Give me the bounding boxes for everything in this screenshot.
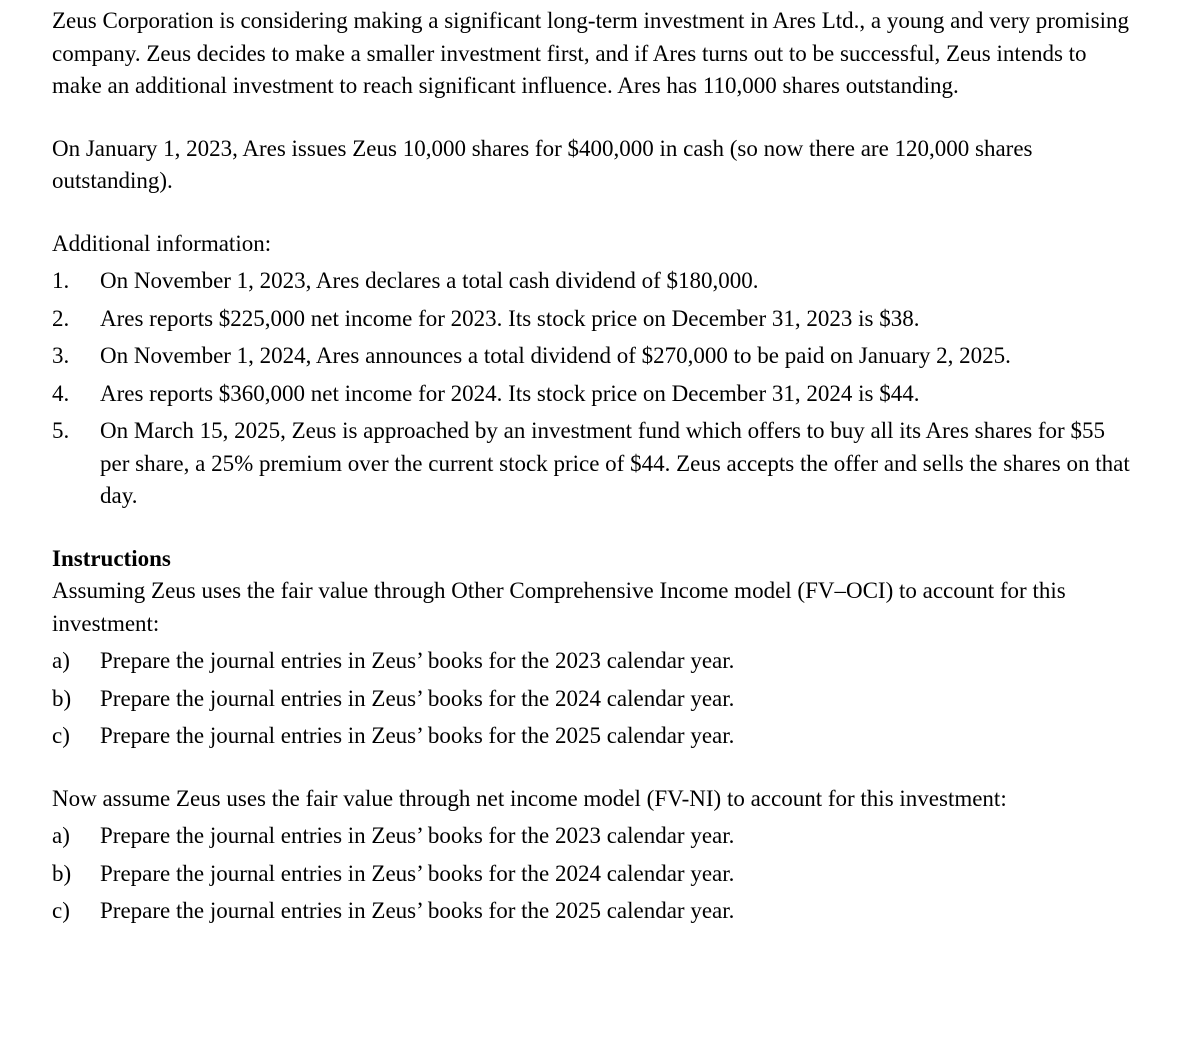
instructions-heading: Instructions	[52, 545, 171, 571]
numbered-item-2-text: Ares reports $225,000 net income for 2023. Its stock price on December 31, 2023 is $38.	[100, 305, 920, 331]
numbered-item-2-marker: 2.	[52, 305, 70, 331]
numbered-item-4-marker: 4.	[52, 380, 70, 406]
fv-oci-item-c	[52, 720, 1134, 753]
numbered-item-3	[52, 340, 1134, 373]
fv-oci-item-c-text: Prepare the journal entries in Zeus’ books for the 2025 calendar year.	[100, 723, 735, 748]
fv-ni-intro: Now assume Zeus uses the fair value through net income model (FV-NI) to account for this investment:	[52, 785, 1007, 811]
fv-ni-item-b-text: Prepare the journal entries in Zeus’ books for the 2024 calendar year.	[100, 860, 735, 886]
fv-ni-item-b-marker: b)	[52, 860, 72, 886]
fv-ni-item-a	[52, 820, 1134, 853]
fv-oci-item-b	[52, 683, 1134, 716]
fv-ni-item-c-marker: c)	[52, 898, 70, 923]
numbered-item-3-marker: 3.	[52, 343, 70, 368]
numbered-item-4	[52, 378, 1134, 411]
numbered-item-5	[52, 415, 1134, 513]
fv-oci-intro: Assuming Zeus uses the fair value through Other Comprehensive Income model (FV–OCI) to account for this investment:	[52, 578, 1066, 636]
fv-oci-item-a	[52, 645, 1134, 678]
fv-oci-item-c-marker: c)	[52, 723, 70, 748]
numbered-item-3-text: On November 1, 2024, Ares announces a total dividend of $270,000 to be paid on January 2, 2025.	[100, 343, 1011, 368]
intro-paragraph-1: Zeus Corporation is considering making a significant long-term investment in Ares Ltd., a young and very promising company. Zeus decides to make a smaller investment first, and if Ares turns out to be successful, Zeus intends to make an additional investment to reach significant influence. Ares has 110,000 shares outstanding.	[52, 8, 1129, 98]
fv-oci-list	[52, 645, 1134, 753]
numbered-item-5-marker: 5.	[52, 418, 70, 443]
fv-oci-item-a-marker: a)	[52, 648, 70, 673]
numbered-item-2	[52, 303, 1134, 336]
numbered-item-1-marker: 1.	[52, 268, 70, 293]
fv-ni-item-a-text: Prepare the journal entries in Zeus’ books for the 2023 calendar year.	[100, 823, 735, 848]
fv-oci-item-b-marker: b)	[52, 685, 72, 711]
numbered-item-1-text: On November 1, 2023, Ares declares a total cash dividend of $180,000.	[100, 268, 759, 293]
additional-info-heading: Additional information:	[52, 230, 272, 256]
fv-oci-item-b-text: Prepare the journal entries in Zeus’ books for the 2024 calendar year.	[100, 685, 735, 711]
intro-paragraph-2: On January 1, 2023, Ares issues Zeus 10,000 shares for $400,000 in cash (so now there are 120,000 shares outstanding).	[52, 135, 1033, 193]
numbered-item-4-text: Ares reports $360,000 net income for 2024. Its stock price on December 31, 2024 is $44.	[100, 380, 920, 406]
fv-ni-list	[52, 820, 1134, 928]
fv-ni-item-a-marker: a)	[52, 823, 70, 848]
additional-info-list	[52, 265, 1134, 513]
fv-ni-item-b	[52, 858, 1134, 891]
numbered-item-5-text: On March 15, 2025, Zeus is approached by an investment fund which offers to buy all its Ares shares for $55 per share, a 25% premium over the current stock price of $44. Zeus accepts the offer and sells the shares on that day.	[100, 418, 1130, 508]
fv-oci-item-a-text: Prepare the journal entries in Zeus’ books for the 2023 calendar year.	[100, 648, 735, 673]
fv-ni-item-c-text: Prepare the journal entries in Zeus’ books for the 2025 calendar year.	[100, 898, 735, 923]
numbered-item-1	[52, 265, 1134, 298]
fv-ni-item-c	[52, 895, 1134, 928]
